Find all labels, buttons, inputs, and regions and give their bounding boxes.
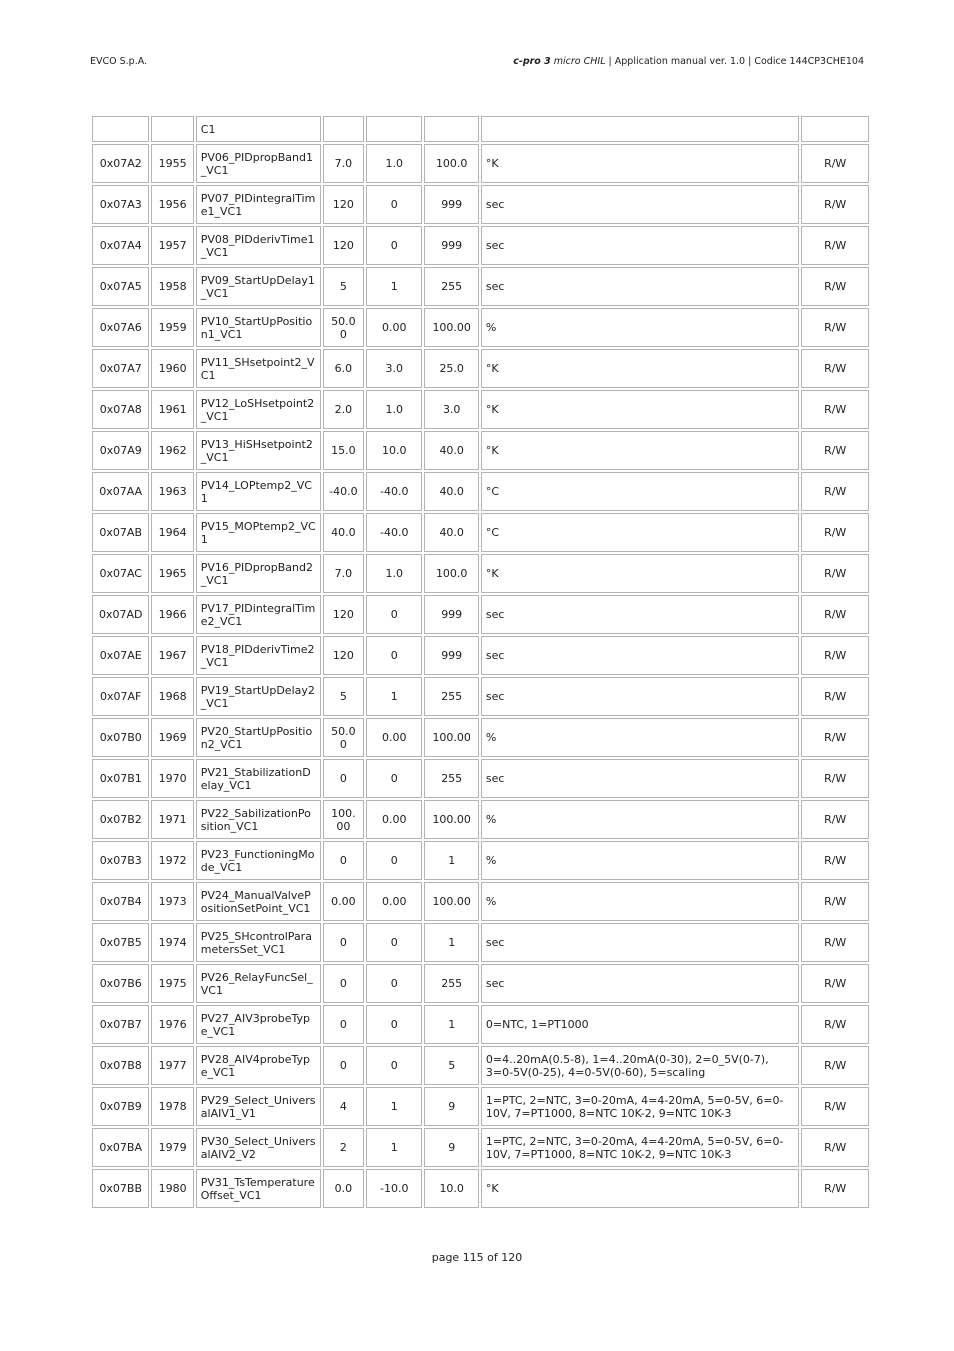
cell-dec: 1975 <box>151 964 193 1003</box>
cell-min: 0 <box>366 636 422 675</box>
cell-rw: R/W <box>801 431 869 470</box>
cell-hex: 0x07BA <box>92 1128 149 1167</box>
cell-rw: R/W <box>801 759 869 798</box>
cell-dec: 1965 <box>151 554 193 593</box>
cell-min: 0 <box>366 923 422 962</box>
cell-rw: R/W <box>801 349 869 388</box>
cell-max: 100.00 <box>424 882 478 921</box>
cell-default: 2 <box>323 1128 364 1167</box>
table-row <box>92 718 869 757</box>
page-footer: page 115 of 120 <box>431 1251 523 1264</box>
cell-rw: R/W <box>801 1128 869 1167</box>
cell-default: 0 <box>323 923 364 962</box>
cell-name: PV18_PIDderivTime2_VC1 <box>196 636 321 675</box>
table-row <box>92 841 869 880</box>
cell-min: 1 <box>366 1087 422 1126</box>
cell-min: 0 <box>366 841 422 880</box>
cell-max: 1 <box>424 841 478 880</box>
cell-rw: R/W <box>801 964 869 1003</box>
cell-unit: 1=PTC, 2=NTC, 3=0-20mA, 4=4-20mA, 5=0-5V, 6=0-10V, 7=PT1000, 8=NTC 10K-2, 9=NTC 10K-3 <box>481 1087 800 1126</box>
cell-hex: 0x07A6 <box>92 308 149 347</box>
cell-dec: 1961 <box>151 390 193 429</box>
cell-min: 0.00 <box>366 308 422 347</box>
table-row <box>92 308 869 347</box>
cell-name: PV22_SabilizationPosition_VC1 <box>196 800 321 839</box>
cell-unit: °K <box>481 1169 800 1208</box>
cell-name: PV27_AIV3probeType_VC1 <box>196 1005 321 1044</box>
cell-max: 5 <box>424 1046 478 1085</box>
parameters-table <box>90 114 871 1210</box>
cell-unit: 0=NTC, 1=PT1000 <box>481 1005 800 1044</box>
cell-max <box>424 116 478 142</box>
table-row <box>92 923 869 962</box>
table-row <box>92 636 869 675</box>
cell-dec: 1966 <box>151 595 193 634</box>
header-document-info <box>513 56 864 67</box>
cell-default <box>323 116 364 142</box>
cell-default: -40.0 <box>323 472 364 511</box>
cell-name: PV15_MOPtemp2_VC1 <box>196 513 321 552</box>
cell-dec: 1971 <box>151 800 193 839</box>
cell-dec: 1978 <box>151 1087 193 1126</box>
cell-default: 100.00 <box>323 800 364 839</box>
table-row <box>92 1169 869 1208</box>
cell-rw: R/W <box>801 1046 869 1085</box>
cell-dec: 1977 <box>151 1046 193 1085</box>
cell-default: 0.00 <box>323 882 364 921</box>
cell-unit: °C <box>481 472 800 511</box>
cell-name: PV09_StartUpDelay1_VC1 <box>196 267 321 306</box>
cell-name: PV31_TsTemperatureOffset_VC1 <box>196 1169 321 1208</box>
cell-unit: sec <box>481 267 800 306</box>
cell-unit: sec <box>481 226 800 265</box>
cell-hex: 0x07A9 <box>92 431 149 470</box>
cell-max: 40.0 <box>424 472 478 511</box>
cell-hex: 0x07A2 <box>92 144 149 183</box>
header-company: EVCO S.p.A. <box>90 56 148 67</box>
cell-dec: 1958 <box>151 267 193 306</box>
cell-name: PV10_StartUpPosition1_VC1 <box>196 308 321 347</box>
cell-hex: 0x07B3 <box>92 841 149 880</box>
cell-name: PV26_RelayFuncSel_VC1 <box>196 964 321 1003</box>
cell-min: 0 <box>366 595 422 634</box>
cell-max: 999 <box>424 226 478 265</box>
cell-name: PV21_StabilizationDelay_VC1 <box>196 759 321 798</box>
cell-unit: sec <box>481 759 800 798</box>
table-row <box>92 226 869 265</box>
cell-hex: 0x07A8 <box>92 390 149 429</box>
cell-hex: 0x07B8 <box>92 1046 149 1085</box>
cell-dec: 1956 <box>151 185 193 224</box>
cell-min: 0.00 <box>366 882 422 921</box>
cell-min: 0 <box>366 185 422 224</box>
cell-max: 1 <box>424 923 478 962</box>
cell-dec: 1980 <box>151 1169 193 1208</box>
table-row <box>92 882 869 921</box>
cell-default: 5 <box>323 267 364 306</box>
header-manual-info: | Application manual ver. 1.0 | Codice 144CP3CHE104 <box>605 56 864 67</box>
table-row <box>92 1087 869 1126</box>
cell-hex: 0x07B7 <box>92 1005 149 1044</box>
cell-hex: 0x07BB <box>92 1169 149 1208</box>
cell-rw: R/W <box>801 1087 869 1126</box>
cell-rw: R/W <box>801 841 869 880</box>
cell-unit: sec <box>481 964 800 1003</box>
cell-default: 0 <box>323 759 364 798</box>
cell-unit: °K <box>481 554 800 593</box>
cell-hex: 0x07B9 <box>92 1087 149 1126</box>
cell-default: 120 <box>323 226 364 265</box>
cell-max: 40.0 <box>424 513 478 552</box>
cell-unit: °K <box>481 144 800 183</box>
cell-max: 9 <box>424 1087 478 1126</box>
cell-rw: R/W <box>801 677 869 716</box>
cell-default: 0 <box>323 1046 364 1085</box>
table-row <box>92 595 869 634</box>
cell-unit: sec <box>481 185 800 224</box>
cell-dec: 1973 <box>151 882 193 921</box>
cell-min: 1 <box>366 267 422 306</box>
cell-min: -40.0 <box>366 472 422 511</box>
cell-rw: R/W <box>801 718 869 757</box>
cell-max: 999 <box>424 636 478 675</box>
cell-default: 0 <box>323 841 364 880</box>
cell-unit: sec <box>481 636 800 675</box>
cell-min: 3.0 <box>366 349 422 388</box>
cell-default: 50.00 <box>323 308 364 347</box>
cell-hex: 0x07AF <box>92 677 149 716</box>
cell-dec: 1970 <box>151 759 193 798</box>
cell-hex: 0x07B0 <box>92 718 149 757</box>
cell-default: 2.0 <box>323 390 364 429</box>
cell-min: -40.0 <box>366 513 422 552</box>
cell-dec: 1972 <box>151 841 193 880</box>
cell-rw: R/W <box>801 144 869 183</box>
header-product-name: c-pro 3 micro CHIL <box>513 56 606 67</box>
cell-name: PV06_PIDpropBand1_VC1 <box>196 144 321 183</box>
cell-rw: R/W <box>801 226 869 265</box>
cell-rw: R/W <box>801 308 869 347</box>
cell-dec: 1957 <box>151 226 193 265</box>
table-row <box>92 800 869 839</box>
cell-name: PV23_FunctioningMode_VC1 <box>196 841 321 880</box>
table-row <box>92 185 869 224</box>
cell-name: PV13_HiSHsetpoint2_VC1 <box>196 431 321 470</box>
cell-min: 1.0 <box>366 554 422 593</box>
cell-min: 0 <box>366 1005 422 1044</box>
cell-rw <box>801 116 869 142</box>
cell-min: 1.0 <box>366 390 422 429</box>
table-row <box>92 390 869 429</box>
cell-max: 255 <box>424 677 478 716</box>
cell-max: 255 <box>424 964 478 1003</box>
cell-unit: sec <box>481 923 800 962</box>
cell-rw: R/W <box>801 1005 869 1044</box>
table-row <box>92 1046 869 1085</box>
cell-max: 100.00 <box>424 800 478 839</box>
cell-default: 4 <box>323 1087 364 1126</box>
cell-unit: °C <box>481 513 800 552</box>
cell-min: 0 <box>366 226 422 265</box>
cell-min <box>366 116 422 142</box>
cell-default: 0 <box>323 964 364 1003</box>
cell-unit: % <box>481 841 800 880</box>
cell-dec: 1960 <box>151 349 193 388</box>
cell-rw: R/W <box>801 636 869 675</box>
cell-default: 120 <box>323 185 364 224</box>
cell-dec: 1962 <box>151 431 193 470</box>
cell-hex: 0x07A7 <box>92 349 149 388</box>
cell-hex: 0x07A5 <box>92 267 149 306</box>
cell-name: PV08_PIDderivTime1_VC1 <box>196 226 321 265</box>
cell-name: PV29_Select_UniversalAIV1_V1 <box>196 1087 321 1126</box>
cell-unit: % <box>481 718 800 757</box>
cell-name: PV14_LOPtemp2_VC1 <box>196 472 321 511</box>
cell-max: 100.00 <box>424 718 478 757</box>
cell-dec: 1968 <box>151 677 193 716</box>
cell-max: 999 <box>424 595 478 634</box>
cell-rw: R/W <box>801 472 869 511</box>
table-row <box>92 1128 869 1167</box>
cell-hex: 0x07AB <box>92 513 149 552</box>
cell-min: 0 <box>366 759 422 798</box>
cell-max: 100.0 <box>424 554 478 593</box>
table-row <box>92 267 869 306</box>
cell-min: 0.00 <box>366 718 422 757</box>
table-row-continued <box>92 116 869 142</box>
cell-max: 255 <box>424 267 478 306</box>
cell-unit <box>481 116 800 142</box>
cell-max: 3.0 <box>424 390 478 429</box>
cell-default: 5 <box>323 677 364 716</box>
cell-default: 15.0 <box>323 431 364 470</box>
cell-rw: R/W <box>801 185 869 224</box>
cell-default: 7.0 <box>323 554 364 593</box>
cell-dec: 1974 <box>151 923 193 962</box>
cell-hex <box>92 116 149 142</box>
cell-dec: 1964 <box>151 513 193 552</box>
table-row <box>92 759 869 798</box>
cell-name: PV20_StartUpPosition2_VC1 <box>196 718 321 757</box>
cell-min: 1 <box>366 677 422 716</box>
cell-default: 0.0 <box>323 1169 364 1208</box>
cell-unit: °K <box>481 431 800 470</box>
cell-dec: 1967 <box>151 636 193 675</box>
cell-dec: 1976 <box>151 1005 193 1044</box>
cell-dec: 1963 <box>151 472 193 511</box>
cell-name: PV11_SHsetpoint2_VC1 <box>196 349 321 388</box>
cell-rw: R/W <box>801 513 869 552</box>
cell-name: PV17_PIDintegralTime2_VC1 <box>196 595 321 634</box>
cell-unit: sec <box>481 677 800 716</box>
cell-unit: 1=PTC, 2=NTC, 3=0-20mA, 4=4-20mA, 5=0-5V, 6=0-10V, 7=PT1000, 8=NTC 10K-2, 9=NTC 10K-3 <box>481 1128 800 1167</box>
cell-hex: 0x07A3 <box>92 185 149 224</box>
cell-hex: 0x07B4 <box>92 882 149 921</box>
cell-rw: R/W <box>801 882 869 921</box>
cell-max: 100.0 <box>424 144 478 183</box>
cell-default: 120 <box>323 636 364 675</box>
cell-unit: 0=4..20mA(0.5-8), 1=4..20mA(0-30), 2=0_5V(0-7), 3=0-5V(0-25), 4=0-5V(0-60), 5=scaling <box>481 1046 800 1085</box>
cell-unit: °K <box>481 390 800 429</box>
cell-min: 0 <box>366 1046 422 1085</box>
cell-rw: R/W <box>801 800 869 839</box>
cell-name: PV12_LoSHsetpoint2_VC1 <box>196 390 321 429</box>
cell-name: PV25_SHcontrolParametersSet_VC1 <box>196 923 321 962</box>
cell-hex: 0x07B6 <box>92 964 149 1003</box>
cell-max: 25.0 <box>424 349 478 388</box>
table-row <box>92 144 869 183</box>
table-row <box>92 472 869 511</box>
cell-hex: 0x07B2 <box>92 800 149 839</box>
cell-hex: 0x07B5 <box>92 923 149 962</box>
cell-hex: 0x07AA <box>92 472 149 511</box>
cell-default: 6.0 <box>323 349 364 388</box>
table-row <box>92 1005 869 1044</box>
cell-unit: % <box>481 882 800 921</box>
cell-hex: 0x07AD <box>92 595 149 634</box>
cell-dec: 1979 <box>151 1128 193 1167</box>
cell-name: PV16_PIDpropBand2_VC1 <box>196 554 321 593</box>
cell-default: 40.0 <box>323 513 364 552</box>
cell-rw: R/W <box>801 554 869 593</box>
cell-name: C1 <box>196 116 321 142</box>
cell-dec: 1959 <box>151 308 193 347</box>
cell-min: 1 <box>366 1128 422 1167</box>
cell-max: 255 <box>424 759 478 798</box>
cell-min: -10.0 <box>366 1169 422 1208</box>
table-row <box>92 349 869 388</box>
cell-hex: 0x07AC <box>92 554 149 593</box>
cell-name: PV07_PIDintegralTime1_VC1 <box>196 185 321 224</box>
cell-rw: R/W <box>801 390 869 429</box>
cell-dec: 1955 <box>151 144 193 183</box>
cell-min: 0 <box>366 964 422 1003</box>
cell-dec: 1969 <box>151 718 193 757</box>
cell-min: 1.0 <box>366 144 422 183</box>
cell-min: 0.00 <box>366 800 422 839</box>
cell-unit: sec <box>481 595 800 634</box>
cell-rw: R/W <box>801 267 869 306</box>
table-row <box>92 964 869 1003</box>
cell-hex: 0x07AE <box>92 636 149 675</box>
cell-max: 1 <box>424 1005 478 1044</box>
cell-name: PV19_StartUpDelay2_VC1 <box>196 677 321 716</box>
table-row <box>92 554 869 593</box>
cell-unit: °K <box>481 349 800 388</box>
cell-max: 10.0 <box>424 1169 478 1208</box>
table-row <box>92 513 869 552</box>
cell-max: 999 <box>424 185 478 224</box>
table-row <box>92 677 869 716</box>
cell-default: 7.0 <box>323 144 364 183</box>
cell-max: 9 <box>424 1128 478 1167</box>
cell-dec <box>151 116 193 142</box>
cell-unit: % <box>481 800 800 839</box>
table-row <box>92 431 869 470</box>
cell-hex: 0x07A4 <box>92 226 149 265</box>
cell-default: 50.00 <box>323 718 364 757</box>
cell-rw: R/W <box>801 923 869 962</box>
cell-rw: R/W <box>801 1169 869 1208</box>
cell-name: PV24_ManualValvePositionSetPoint_VC1 <box>196 882 321 921</box>
cell-name: PV30_Select_UniversalAIV2_V2 <box>196 1128 321 1167</box>
cell-min: 10.0 <box>366 431 422 470</box>
cell-max: 40.0 <box>424 431 478 470</box>
cell-hex: 0x07B1 <box>92 759 149 798</box>
cell-rw: R/W <box>801 595 869 634</box>
cell-default: 0 <box>323 1005 364 1044</box>
cell-default: 120 <box>323 595 364 634</box>
cell-max: 100.00 <box>424 308 478 347</box>
cell-name: PV28_AIV4probeType_VC1 <box>196 1046 321 1085</box>
cell-unit: % <box>481 308 800 347</box>
